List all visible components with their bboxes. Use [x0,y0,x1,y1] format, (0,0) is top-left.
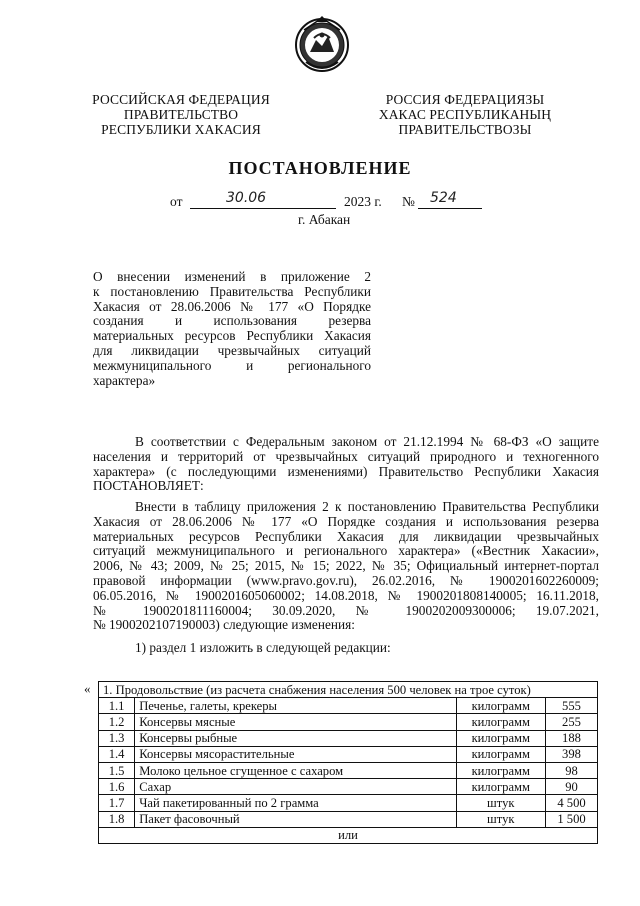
table-row [99,746,598,762]
row-unit: килограмм [456,730,545,746]
table-row [99,779,598,795]
section-instruction [93,641,599,656]
subject-line: материальных ресурсов Республики Хакасия [93,328,371,344]
subject-line: создания и использования резерва [93,313,371,329]
preamble-paragraph [93,435,599,494]
paragraph-line: материальных ресурсов Республики Хакасия для ликвидации чрезвычайных [93,528,599,544]
row-number: 1.8 [99,811,135,827]
table-row [99,730,598,746]
row-unit: килограмм [456,779,545,795]
paragraph-line: Внести в таблицу приложения 2 к постановлению Правительства Республики [135,499,599,514]
header-right-line: РОССИЯ ФЕДЕРАЦИЯЗЫ [385,92,545,107]
paragraph-line: ситуаций межмуниципального и регионального характера» («Вестник Хакасии», [93,543,599,559]
row-name: Сахар [135,779,456,795]
header-right-line: ХАКАС РЕСПУБЛИКАНЫҢ [378,107,552,122]
opening-quote-mark: « [84,681,91,696]
row-number: 1.6 [99,779,135,795]
table-footer-text: или [99,827,598,843]
paragraph-line: 2006, № 43; 2009, № 25; 2015, № 15; 2022, № 35; Официальный интернет-портал [93,558,599,574]
header-left-line: РОССИЙСКАЯ ФЕДЕРАЦИЯ [92,92,270,107]
row-quantity: 90 [546,779,598,795]
row-number: 1.3 [99,730,135,746]
row-number: 1.4 [99,746,135,762]
subject-line: для ликвидации чрезвычайных ситуаций [93,342,371,358]
table-section-row [99,682,598,698]
subject-line: характера» [93,372,156,388]
paragraph-line: ПОСТАНОВЛЯЕТ: [93,478,204,494]
subject-line: к постановлению Правительства Республики [93,283,371,299]
amendment-paragraph [93,500,599,633]
row-name: Пакет фасовочный [135,811,456,827]
row-quantity: 398 [546,746,598,762]
header-left-line: ПРАВИТЕЛЬСТВО [123,107,239,122]
table-row [99,698,598,714]
row-unit: килограмм [456,714,545,730]
city: г. Абакан [298,212,351,227]
header-right [370,92,560,137]
table-row [99,714,598,730]
row-name: Печенье, галеты, крекеры [135,698,456,714]
republic-of-khakassia-coat-of-arms-icon [294,16,350,74]
row-unit: штук [456,795,545,811]
number-underline [418,208,482,209]
row-number: 1.1 [99,698,135,714]
table-row [99,795,598,811]
row-number: 1.7 [99,795,135,811]
row-quantity: 188 [546,730,598,746]
subject-line: межмуниципального и регионального [93,357,371,373]
date-handwritten: 30.06 [226,190,267,206]
row-unit: килограмм [456,762,545,778]
paragraph-line: В соответствии с Федеральным законом от 21.12.1994 № 68-ФЗ «О защите [135,434,599,449]
date-prefix: от [170,194,183,209]
row-number: 1.5 [99,762,135,778]
row-quantity: 4 500 [546,795,598,811]
date-underline [190,208,336,209]
table-row [99,762,598,778]
row-name: Консервы мясорастительные [135,746,456,762]
number-prefix: № [402,194,415,209]
paragraph-line: характера» (с последующими изменениями) Правительство Республики Хакасия [93,463,599,479]
reserve-table [98,681,598,844]
row-unit: килограмм [456,698,545,714]
row-name: Чай пакетированный по 2 грамма [135,795,456,811]
header-left-line: РЕСПУБЛИКИ ХАКАСИЯ [101,122,261,137]
year-text: 2023 г. [344,194,382,209]
table-row [99,811,598,827]
header-left [86,92,276,137]
subject-line: О внесении изменений в приложение 2 [93,269,371,284]
row-quantity: 255 [546,714,598,730]
paragraph-line: № 1900201811160004; 30.09.2020, № 1900202009300006; 19.07.2021, [93,602,599,618]
table-footer-row [99,827,598,843]
paragraph-line: № 1900202107190003) следующие изменения: [93,617,355,633]
paragraph-line: правовой информации (www.pravo.gov.ru), 26.02.2016, № 1900201602260009; [93,572,599,588]
subject-block [93,270,371,388]
section-title: 1. Продовольствие (из расчета снабжения населения 500 человек на трое суток) [99,682,598,698]
header-right-line: ПРАВИТЕЛЬСТВОЗЫ [398,122,532,137]
subject-line: Хакасия от 28.06.2006 № 177 «О Порядке [93,298,371,314]
row-number: 1.2 [99,714,135,730]
row-quantity: 1 500 [546,811,598,827]
coat-of-arms [294,16,350,74]
paragraph-line: населения и территорий от чрезвычайных ситуаций природного и техногенного [93,448,599,464]
row-unit: килограмм [456,746,545,762]
row-name: Молоко цельное сгущенное с сахаром [135,762,456,778]
paragraph-line: Хакасия от 28.06.2006 № 177 «О Порядке создания и использования резерва [93,513,599,529]
row-name: Консервы рыбные [135,730,456,746]
document-type-title: ПОСТАНОВЛЕНИЕ [228,158,412,178]
number-handwritten: 524 [430,190,457,206]
row-quantity: 98 [546,762,598,778]
paragraph-line: 06.05.2016, № 1900201605060002; 14.08.2018, № 1900201808140005; 16.11.2018, [93,587,599,603]
row-name: Консервы мясные [135,714,456,730]
row-unit: штук [456,811,545,827]
paragraph-line: 1) раздел 1 изложить в следующей редакции: [135,640,391,655]
row-quantity: 555 [546,698,598,714]
